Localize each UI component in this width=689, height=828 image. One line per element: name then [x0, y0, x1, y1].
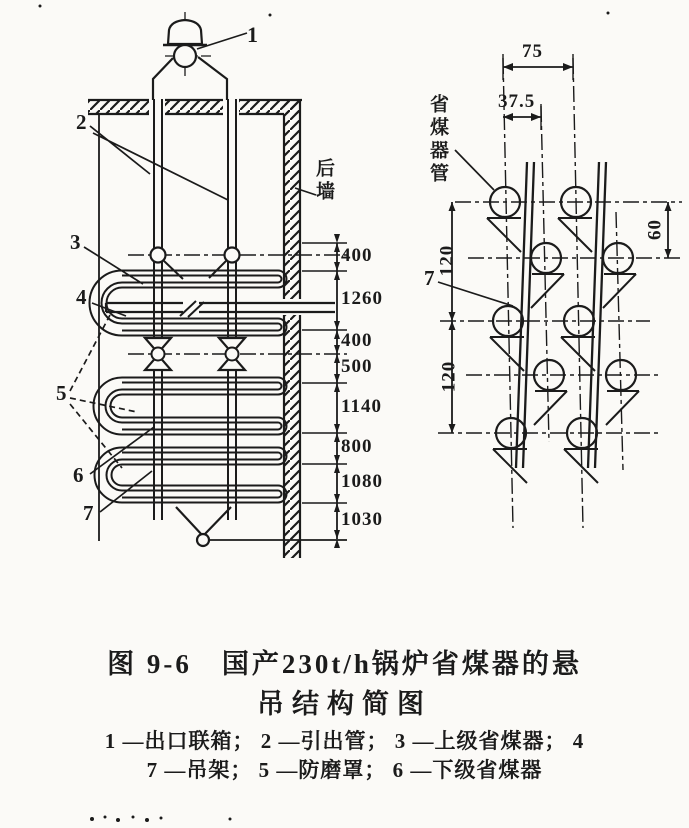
figure-caption-line1: 图 9-6 国产230t/h锅炉省煤器的悬	[107, 649, 582, 679]
top-lug-row	[128, 248, 347, 280]
outlet-header	[163, 12, 214, 76]
dim-120-lower: 120	[438, 360, 460, 393]
dim-1030: 1030	[341, 509, 383, 530]
dim-1080: 1080	[341, 471, 383, 492]
detail-column-centerlines	[503, 58, 623, 528]
part-label-3: 3	[70, 230, 81, 254]
economizer-tube-circles	[490, 187, 636, 448]
dimension-chain	[302, 234, 347, 548]
dim-500: 500	[341, 356, 373, 377]
dim-1140: 1140	[341, 396, 382, 417]
ceiling-slab	[88, 98, 302, 116]
economizer-tube-label: 省煤器管	[427, 94, 448, 186]
bottom-v-hanger	[176, 507, 347, 546]
dim-60: 60	[644, 219, 666, 240]
detail-dimensions	[449, 54, 672, 433]
dim-800: 800	[341, 436, 373, 457]
part-label-6: 6	[73, 463, 84, 487]
figure-legend-line1: 1 —出口联箱； 2 —引出管； 3 —上级省煤器； 4	[104, 729, 585, 753]
part-label-2: 2	[76, 110, 87, 134]
part-label-4: 4	[76, 285, 87, 309]
part-label-5: 5	[56, 381, 67, 405]
dim-400-mid: 400	[341, 330, 373, 351]
detail-leader-lines	[438, 150, 513, 306]
rear-wall-label: 后墙	[313, 158, 334, 204]
figure-legend-line2: 7 —吊架； 5 —防磨罩； 6 —下级省煤器	[146, 758, 543, 782]
dim-120-upper: 120	[436, 244, 458, 277]
figure-caption-line2: 吊结构简图	[257, 689, 432, 719]
lower-economizer-bank-a	[94, 378, 287, 435]
middle-clamp-row	[128, 338, 347, 370]
dim-37-5: 37.5	[498, 91, 536, 112]
detail-part-label-7: 7	[424, 266, 435, 290]
part-label-1: 1	[247, 22, 258, 47]
dim-1260: 1260	[341, 288, 383, 309]
dim-400-top: 400	[341, 245, 373, 266]
dim-75: 75	[522, 41, 543, 62]
part-label-7: 7	[83, 501, 94, 525]
